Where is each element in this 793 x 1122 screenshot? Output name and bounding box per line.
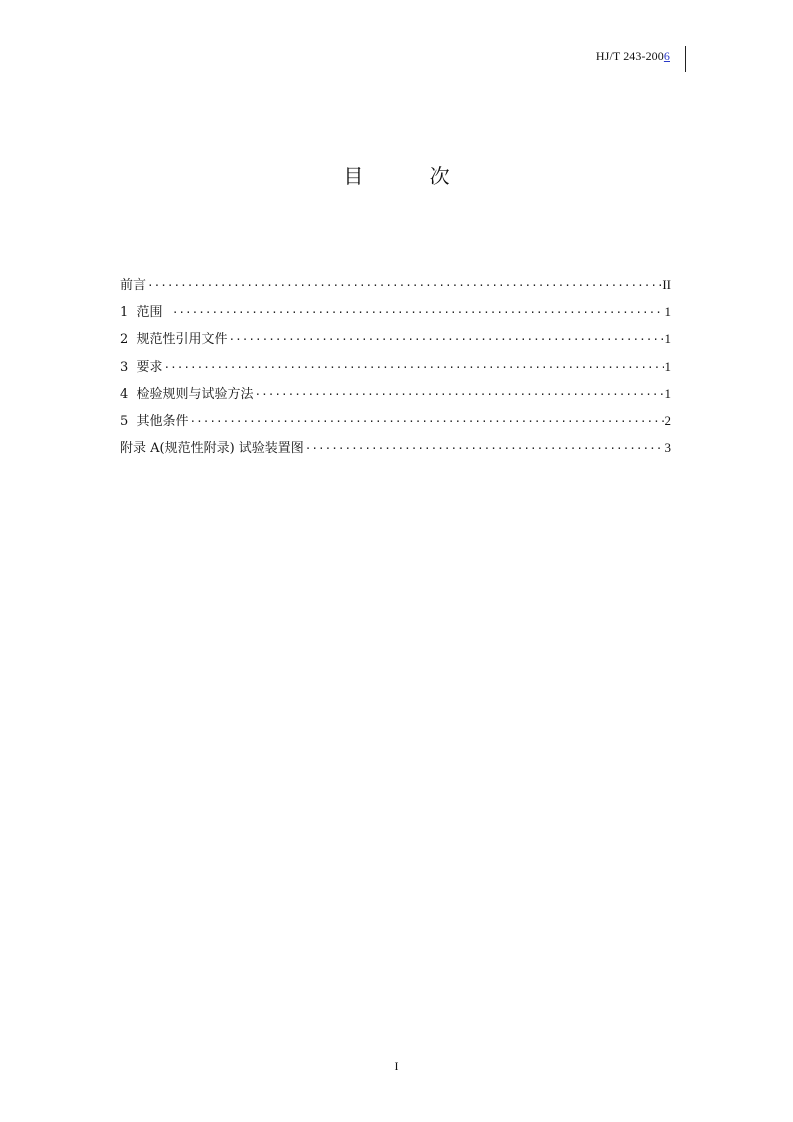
toc-leader-dots xyxy=(229,331,664,349)
table-of-contents xyxy=(120,276,671,466)
toc-entry-page: 2 xyxy=(664,412,671,428)
toc-leader-dots xyxy=(172,304,664,322)
toc-entry-page: 1 xyxy=(664,358,671,374)
toc-leader-dots xyxy=(305,440,664,458)
toc-entry-label: 3 要求 xyxy=(120,359,163,375)
toc-entry-scope[interactable] xyxy=(120,303,671,330)
toc-entry-label: 前言 xyxy=(120,278,147,293)
toc-leader-dots xyxy=(190,413,664,431)
standard-code-last-char: 6 xyxy=(663,49,670,63)
toc-entry-normative-references[interactable] xyxy=(120,330,671,357)
toc-entry-page: 1 xyxy=(664,331,671,347)
toc-entry-label: 2 规范性引用文件 xyxy=(120,332,228,348)
toc-entry-page: II xyxy=(662,277,671,292)
toc-entry-page: 1 xyxy=(664,385,671,401)
toc-entry-page: 1 xyxy=(664,304,671,320)
standard-code-prefix: HJ/T 243-200 xyxy=(595,49,664,63)
standard-code xyxy=(596,49,670,64)
toc-title: 目 次 xyxy=(343,164,480,188)
toc-entry-inspection-rules[interactable] xyxy=(120,385,671,412)
toc-entry-appendix-a[interactable] xyxy=(120,439,671,466)
toc-entry-other-conditions[interactable] xyxy=(120,412,671,439)
toc-entry-label: 5 其他条件 xyxy=(120,413,189,429)
toc-entry-label: 4 检验规则与试验方法 xyxy=(120,386,254,402)
toc-entry-foreword[interactable] xyxy=(120,276,671,303)
page-number: I xyxy=(394,1059,399,1073)
toc-entry-requirements[interactable] xyxy=(120,358,671,385)
text-cursor xyxy=(685,46,686,72)
toc-entry-page: 3 xyxy=(664,440,671,456)
toc-leader-dots xyxy=(164,359,664,377)
toc-entry-label: 附录 A(规范性附录) 试验装置图 xyxy=(120,441,304,457)
toc-leader-dots xyxy=(147,277,661,295)
toc-entry-label: 1 范围 xyxy=(120,305,171,321)
toc-leader-dots xyxy=(255,386,664,404)
